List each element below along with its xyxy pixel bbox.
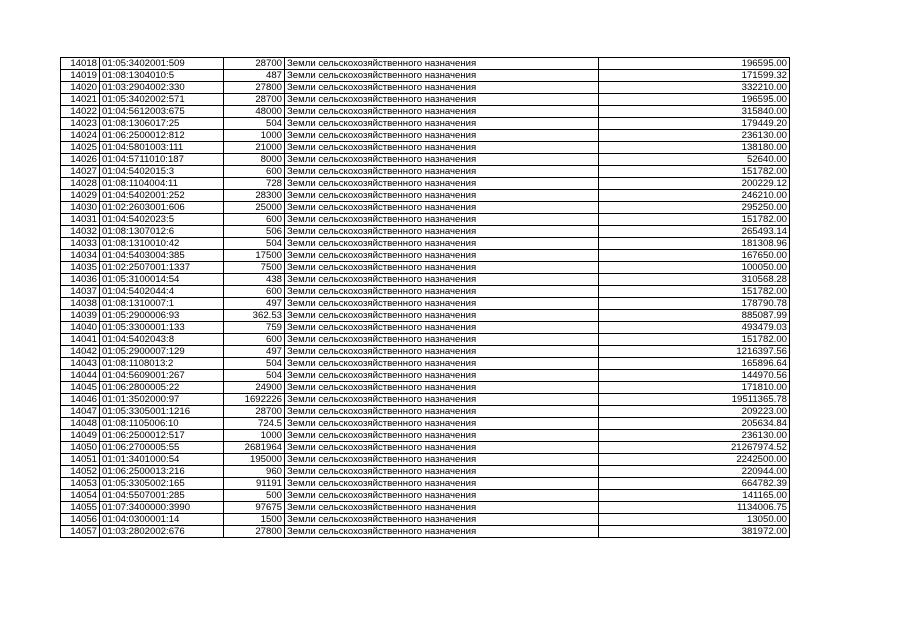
- land-category-cell: Земли сельскохозяйственного назначения: [285, 202, 599, 214]
- cadastral-number-cell: 01:08:1310010:42: [100, 238, 224, 250]
- table-row: [61, 202, 790, 214]
- row-number-cell: 14031: [61, 214, 100, 226]
- row-number-cell: 14028: [61, 178, 100, 190]
- land-category-cell: Земли сельскохозяйственного назначения: [285, 94, 599, 106]
- area-cell: 728: [224, 178, 285, 190]
- cadastral-number-cell: 01:04:5402043:8: [100, 334, 224, 346]
- cadastral-value-cell: 310568.28: [599, 274, 790, 286]
- cadastral-number-cell: 01:05:3305001:1216: [100, 406, 224, 418]
- land-category-cell: Земли сельскохозяйственного назначения: [285, 334, 599, 346]
- land-category-cell: Земли сельскохозяйственного назначения: [285, 490, 599, 502]
- area-cell: 17500: [224, 250, 285, 262]
- area-cell: 600: [224, 166, 285, 178]
- area-cell: 7500: [224, 262, 285, 274]
- cadastral-value-cell: 315840.00: [599, 106, 790, 118]
- cadastral-number-cell: 01:05:3305002:165: [100, 478, 224, 490]
- cadastral-number-cell: 01:01:3401000:54: [100, 454, 224, 466]
- cadastral-number-cell: 01:05:3100014:54: [100, 274, 224, 286]
- row-number-cell: 14046: [61, 394, 100, 406]
- cadastral-value-cell: 664782.39: [599, 478, 790, 490]
- cadastral-number-cell: 01:08:1306017:25: [100, 118, 224, 130]
- land-category-cell: Земли сельскохозяйственного назначения: [285, 430, 599, 442]
- row-number-cell: 14026: [61, 154, 100, 166]
- table-row: [61, 322, 790, 334]
- row-number-cell: 14023: [61, 118, 100, 130]
- table-row: [61, 418, 790, 430]
- table-row: [61, 394, 790, 406]
- area-cell: 506: [224, 226, 285, 238]
- row-number-cell: 14019: [61, 70, 100, 82]
- row-number-cell: 14055: [61, 502, 100, 514]
- cadastral-value-cell: 21267974.52: [599, 442, 790, 454]
- area-cell: 960: [224, 466, 285, 478]
- table-row: [61, 430, 790, 442]
- land-category-cell: Земли сельскохозяйственного назначения: [285, 502, 599, 514]
- cadastral-value-cell: 246210.00: [599, 190, 790, 202]
- table-row: [61, 370, 790, 382]
- row-number-cell: 14047: [61, 406, 100, 418]
- cadastral-number-cell: 01:02:2603001:606: [100, 202, 224, 214]
- cadastral-value-cell: 165896.64: [599, 358, 790, 370]
- table-row: [61, 154, 790, 166]
- cadastral-value-cell: 181308.96: [599, 238, 790, 250]
- land-category-cell: Земли сельскохозяйственного назначения: [285, 262, 599, 274]
- cadastral-value-cell: 151782.00: [599, 286, 790, 298]
- table-row: [61, 262, 790, 274]
- cadastral-number-cell: 01:05:2900007:129: [100, 346, 224, 358]
- land-category-cell: Земли сельскохозяйственного назначения: [285, 178, 599, 190]
- area-cell: 759: [224, 322, 285, 334]
- area-cell: 504: [224, 118, 285, 130]
- document-page: [60, 57, 790, 538]
- cadastral-value-cell: 171599.32: [599, 70, 790, 82]
- table-row: [61, 166, 790, 178]
- cadastral-value-cell: 196595.00: [599, 94, 790, 106]
- land-category-cell: Земли сельскохозяйственного назначения: [285, 298, 599, 310]
- row-number-cell: 14044: [61, 370, 100, 382]
- table-row: [61, 478, 790, 490]
- land-category-cell: Земли сельскохозяйственного назначения: [285, 166, 599, 178]
- cadastral-number-cell: 01:08:1304010:5: [100, 70, 224, 82]
- land-category-cell: Земли сельскохозяйственного назначения: [285, 238, 599, 250]
- cadastral-number-cell: 01:04:5612003:675: [100, 106, 224, 118]
- area-cell: 487: [224, 70, 285, 82]
- land-category-cell: Земли сельскохозяйственного назначения: [285, 322, 599, 334]
- area-cell: 600: [224, 214, 285, 226]
- area-cell: 27800: [224, 526, 285, 538]
- area-cell: 195000: [224, 454, 285, 466]
- table-row: [61, 310, 790, 322]
- row-number-cell: 14040: [61, 322, 100, 334]
- land-category-cell: Земли сельскохозяйственного назначения: [285, 346, 599, 358]
- land-category-cell: Земли сельскохозяйственного назначения: [285, 250, 599, 262]
- row-number-cell: 14039: [61, 310, 100, 322]
- row-number-cell: 14048: [61, 418, 100, 430]
- cadastral-number-cell: 01:08:1310007:1: [100, 298, 224, 310]
- land-category-cell: Земли сельскохозяйственного назначения: [285, 190, 599, 202]
- land-category-cell: Земли сельскохозяйственного назначения: [285, 382, 599, 394]
- cadastral-value-cell: 493479.03: [599, 322, 790, 334]
- table-row: [61, 298, 790, 310]
- cadastral-value-cell: 295250.00: [599, 202, 790, 214]
- area-cell: 497: [224, 346, 285, 358]
- land-category-cell: Земли сельскохозяйственного назначения: [285, 142, 599, 154]
- cadastral-value-cell: 179449.20: [599, 118, 790, 130]
- area-cell: 500: [224, 490, 285, 502]
- cadastral-value-cell: 236130.00: [599, 430, 790, 442]
- cadastral-number-cell: 01:06:2700005:55: [100, 442, 224, 454]
- area-cell: 48000: [224, 106, 285, 118]
- row-number-cell: 14027: [61, 166, 100, 178]
- land-category-cell: Земли сельскохозяйственного назначения: [285, 82, 599, 94]
- area-cell: 600: [224, 334, 285, 346]
- row-number-cell: 14035: [61, 262, 100, 274]
- cadastral-number-cell: 01:07:3400000:3990: [100, 502, 224, 514]
- land-category-cell: Земли сельскохозяйственного назначения: [285, 454, 599, 466]
- table-row: [61, 238, 790, 250]
- row-number-cell: 14020: [61, 82, 100, 94]
- row-number-cell: 14041: [61, 334, 100, 346]
- cadastral-number-cell: 01:04:5403004:385: [100, 250, 224, 262]
- table-row: [61, 334, 790, 346]
- cadastral-value-cell: 151782.00: [599, 166, 790, 178]
- area-cell: 1692226: [224, 394, 285, 406]
- cadastral-value-table: [60, 57, 790, 538]
- land-category-cell: Земли сельскохозяйственного назначения: [285, 130, 599, 142]
- land-category-cell: Земли сельскохозяйственного назначения: [285, 310, 599, 322]
- cadastral-value-cell: 265493.14: [599, 226, 790, 238]
- land-category-cell: Земли сельскохозяйственного назначения: [285, 58, 599, 70]
- row-number-cell: 14042: [61, 346, 100, 358]
- cadastral-value-cell: 220944.00: [599, 466, 790, 478]
- row-number-cell: 14050: [61, 442, 100, 454]
- area-cell: 24900: [224, 382, 285, 394]
- row-number-cell: 14043: [61, 358, 100, 370]
- cadastral-value-cell: 178790.78: [599, 298, 790, 310]
- cadastral-number-cell: 01:02:2507001:1337: [100, 262, 224, 274]
- cadastral-number-cell: 01:08:1105006:10: [100, 418, 224, 430]
- area-cell: 1000: [224, 130, 285, 142]
- row-number-cell: 14052: [61, 466, 100, 478]
- area-cell: 600: [224, 286, 285, 298]
- area-cell: 724.5: [224, 418, 285, 430]
- row-number-cell: 14018: [61, 58, 100, 70]
- land-category-cell: Земли сельскохозяйственного назначения: [285, 70, 599, 82]
- table-row: [61, 226, 790, 238]
- land-category-cell: Земли сельскохозяйственного назначения: [285, 274, 599, 286]
- area-cell: 91191: [224, 478, 285, 490]
- table-row: [61, 106, 790, 118]
- area-cell: 497: [224, 298, 285, 310]
- area-cell: 504: [224, 358, 285, 370]
- cadastral-value-cell: 205634.84: [599, 418, 790, 430]
- cadastral-value-cell: 1216397.56: [599, 346, 790, 358]
- table-row: [61, 346, 790, 358]
- area-cell: 504: [224, 238, 285, 250]
- table-row: [61, 514, 790, 526]
- cadastral-value-cell: 52640.00: [599, 154, 790, 166]
- area-cell: 1000: [224, 430, 285, 442]
- table-row: [61, 190, 790, 202]
- land-category-cell: Земли сельскохозяйственного назначения: [285, 370, 599, 382]
- cadastral-number-cell: 01:08:1108013:2: [100, 358, 224, 370]
- cadastral-number-cell: 01:04:5402023:5: [100, 214, 224, 226]
- table-row: [61, 286, 790, 298]
- land-category-cell: Земли сельскохозяйственного назначения: [285, 106, 599, 118]
- row-number-cell: 14045: [61, 382, 100, 394]
- table-row: [61, 442, 790, 454]
- row-number-cell: 14054: [61, 490, 100, 502]
- cadastral-number-cell: 01:05:3402002:571: [100, 94, 224, 106]
- area-cell: 2681964: [224, 442, 285, 454]
- row-number-cell: 14036: [61, 274, 100, 286]
- table-row: [61, 82, 790, 94]
- land-category-cell: Земли сельскохозяйственного назначения: [285, 406, 599, 418]
- cadastral-number-cell: 01:04:5609001:267: [100, 370, 224, 382]
- land-category-cell: Земли сельскохозяйственного назначения: [285, 442, 599, 454]
- cadastral-number-cell: 01:06:2500012:812: [100, 130, 224, 142]
- land-category-cell: Земли сельскохозяйственного назначения: [285, 466, 599, 478]
- cadastral-value-cell: 141165.00: [599, 490, 790, 502]
- area-cell: 97675: [224, 502, 285, 514]
- area-cell: 28300: [224, 190, 285, 202]
- row-number-cell: 14029: [61, 190, 100, 202]
- cadastral-value-cell: 209223.00: [599, 406, 790, 418]
- area-cell: 28700: [224, 94, 285, 106]
- cadastral-value-cell: 144970.56: [599, 370, 790, 382]
- land-category-cell: Земли сельскохозяйственного назначения: [285, 118, 599, 130]
- land-category-cell: Земли сельскохозяйственного назначения: [285, 358, 599, 370]
- table-row: [61, 178, 790, 190]
- area-cell: 438: [224, 274, 285, 286]
- row-number-cell: 14053: [61, 478, 100, 490]
- land-category-cell: Земли сельскохозяйственного назначения: [285, 226, 599, 238]
- table-row: [61, 118, 790, 130]
- table-row: [61, 130, 790, 142]
- row-number-cell: 14032: [61, 226, 100, 238]
- row-number-cell: 14037: [61, 286, 100, 298]
- row-number-cell: 14034: [61, 250, 100, 262]
- cadastral-value-cell: 100050.00: [599, 262, 790, 274]
- cadastral-number-cell: 01:01:3502000:97: [100, 394, 224, 406]
- area-cell: 8000: [224, 154, 285, 166]
- table-row: [61, 382, 790, 394]
- table-row: [61, 274, 790, 286]
- cadastral-number-cell: 01:04:5402015:3: [100, 166, 224, 178]
- cadastral-value-cell: 13050.00: [599, 514, 790, 526]
- cadastral-number-cell: 01:04:5801003:111: [100, 142, 224, 154]
- cadastral-value-cell: 236130.00: [599, 130, 790, 142]
- table-row: [61, 94, 790, 106]
- cadastral-value-cell: 332210.00: [599, 82, 790, 94]
- land-category-cell: Земли сельскохозяйственного назначения: [285, 418, 599, 430]
- table-row: [61, 454, 790, 466]
- row-number-cell: 14049: [61, 430, 100, 442]
- cadastral-value-cell: 381972.00: [599, 526, 790, 538]
- cadastral-value-cell: 151782.00: [599, 214, 790, 226]
- row-number-cell: 14025: [61, 142, 100, 154]
- cadastral-value-cell: 138180.00: [599, 142, 790, 154]
- cadastral-value-cell: 2242500.00: [599, 454, 790, 466]
- table-row: [61, 406, 790, 418]
- cadastral-number-cell: 01:08:1104004:11: [100, 178, 224, 190]
- row-number-cell: 14030: [61, 202, 100, 214]
- area-cell: 362.53: [224, 310, 285, 322]
- cadastral-value-cell: 885087.99: [599, 310, 790, 322]
- cadastral-number-cell: 01:08:1307012:6: [100, 226, 224, 238]
- row-number-cell: 14051: [61, 454, 100, 466]
- area-cell: 504: [224, 370, 285, 382]
- cadastral-value-cell: 196595.00: [599, 58, 790, 70]
- table-row: [61, 142, 790, 154]
- area-cell: 21000: [224, 142, 285, 154]
- area-cell: 28700: [224, 58, 285, 70]
- area-cell: 27800: [224, 82, 285, 94]
- table-row: [61, 70, 790, 82]
- cadastral-value-cell: 151782.00: [599, 334, 790, 346]
- cadastral-number-cell: 01:06:2800005:22: [100, 382, 224, 394]
- cadastral-number-cell: 01:05:3402001:509: [100, 58, 224, 70]
- table-row: [61, 358, 790, 370]
- cadastral-value-cell: 1134006.75: [599, 502, 790, 514]
- cadastral-number-cell: 01:05:3300001:133: [100, 322, 224, 334]
- cadastral-number-cell: 01:03:2802002:676: [100, 526, 224, 538]
- cadastral-number-cell: 01:04:0300001:14: [100, 514, 224, 526]
- cadastral-number-cell: 01:06:2500013:216: [100, 466, 224, 478]
- area-cell: 28700: [224, 406, 285, 418]
- land-category-cell: Земли сельскохозяйственного назначения: [285, 394, 599, 406]
- table-row: [61, 490, 790, 502]
- cadastral-number-cell: 01:04:5402001:252: [100, 190, 224, 202]
- table-row: [61, 466, 790, 478]
- row-number-cell: 14033: [61, 238, 100, 250]
- land-category-cell: Земли сельскохозяйственного назначения: [285, 514, 599, 526]
- row-number-cell: 14056: [61, 514, 100, 526]
- table-row: [61, 502, 790, 514]
- cadastral-number-cell: 01:04:5507001:285: [100, 490, 224, 502]
- area-cell: 25000: [224, 202, 285, 214]
- cadastral-number-cell: 01:06:2500012:517: [100, 430, 224, 442]
- cadastral-number-cell: 01:04:5711010:187: [100, 154, 224, 166]
- table-row: [61, 250, 790, 262]
- row-number-cell: 14024: [61, 130, 100, 142]
- row-number-cell: 14022: [61, 106, 100, 118]
- table-row: [61, 58, 790, 70]
- table-body: [61, 58, 790, 538]
- cadastral-number-cell: 01:03:2904002:330: [100, 82, 224, 94]
- land-category-cell: Земли сельскохозяйственного назначения: [285, 214, 599, 226]
- cadastral-number-cell: 01:05:2900006:93: [100, 310, 224, 322]
- land-category-cell: Земли сельскохозяйственного назначения: [285, 286, 599, 298]
- table-row: [61, 214, 790, 226]
- cadastral-value-cell: 19511365.78: [599, 394, 790, 406]
- table-row: [61, 526, 790, 538]
- area-cell: 1500: [224, 514, 285, 526]
- cadastral-value-cell: 167650.00: [599, 250, 790, 262]
- land-category-cell: Земли сельскохозяйственного назначения: [285, 526, 599, 538]
- row-number-cell: 14057: [61, 526, 100, 538]
- land-category-cell: Земли сельскохозяйственного назначения: [285, 154, 599, 166]
- row-number-cell: 14021: [61, 94, 100, 106]
- cadastral-number-cell: 01:04:5402044:4: [100, 286, 224, 298]
- land-category-cell: Земли сельскохозяйственного назначения: [285, 478, 599, 490]
- cadastral-value-cell: 200229.12: [599, 178, 790, 190]
- row-number-cell: 14038: [61, 298, 100, 310]
- cadastral-value-cell: 171810.00: [599, 382, 790, 394]
